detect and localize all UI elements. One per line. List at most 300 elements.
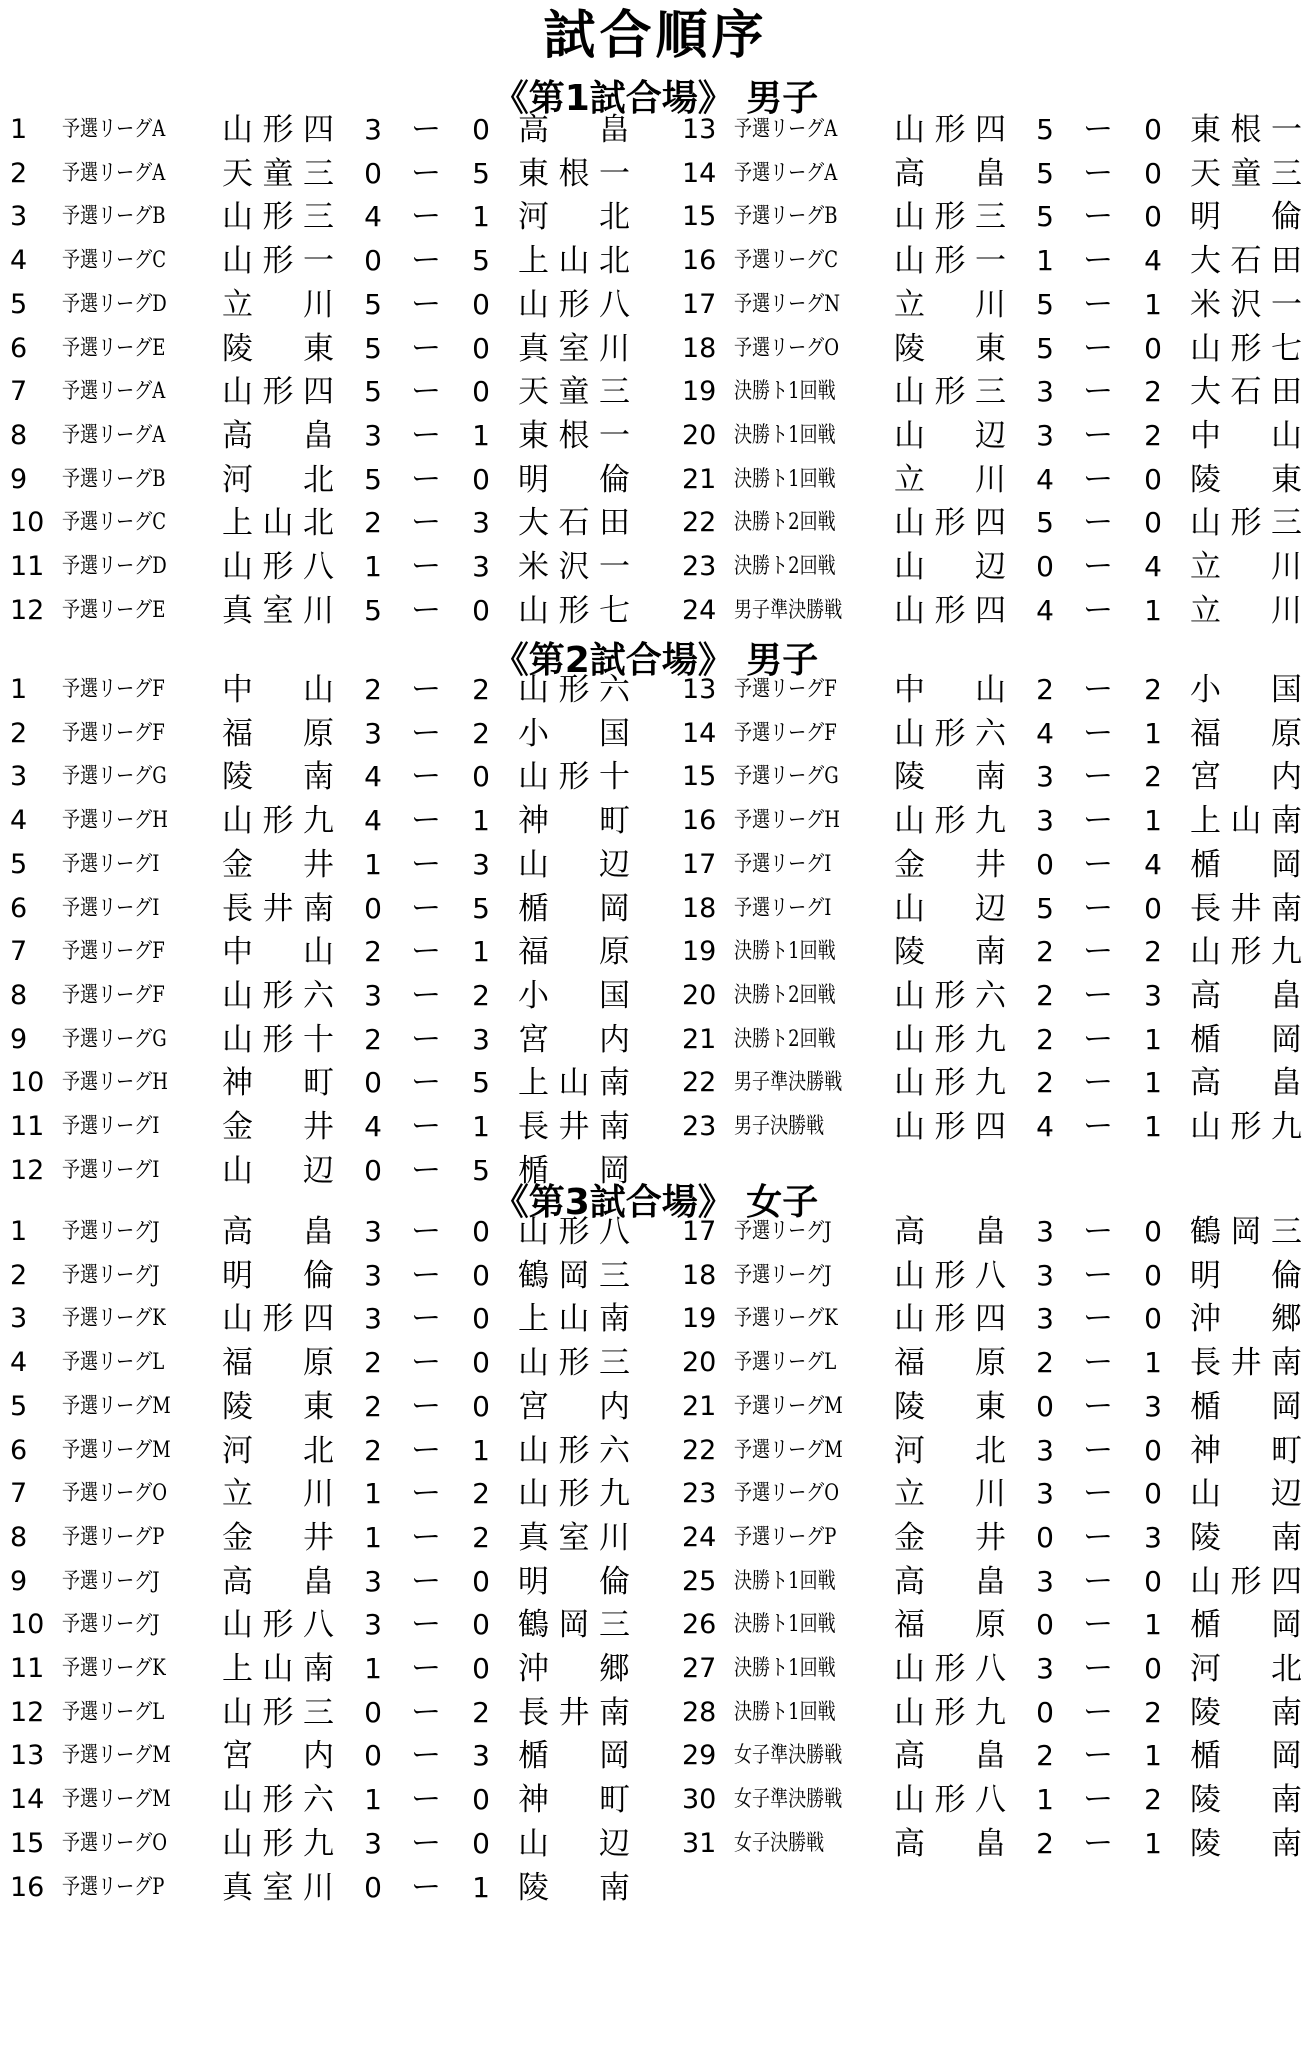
round-label: 決勝ト1回戦	[734, 466, 836, 492]
match-row	[10, 1254, 650, 1298]
round-label: 決勝ト1回戦	[734, 422, 836, 448]
round-label: 予選リーグP	[62, 1524, 165, 1550]
match-row	[10, 1341, 650, 1385]
team1-score: 2	[364, 935, 382, 969]
match-number: 23	[682, 551, 717, 582]
match-number: 9	[10, 1565, 28, 1597]
team2-name: 鶴岡三	[1190, 1214, 1302, 1250]
score-separator: ー	[411, 199, 441, 235]
team2-name: 神 町	[518, 803, 630, 840]
round-label: 予選リーグL	[62, 1699, 165, 1725]
match-number: 13	[682, 114, 717, 145]
round-label: 予選リーグI	[62, 851, 160, 877]
match-row	[682, 887, 1311, 931]
team2-score: 2	[472, 1477, 490, 1511]
team1-score: 0	[1036, 1520, 1054, 1554]
team1-score: 1	[364, 847, 382, 881]
match-row	[10, 1822, 650, 1866]
team2-name: 上山南	[1190, 803, 1302, 840]
match-number: 21	[682, 463, 717, 495]
team1-name: 山形六	[894, 715, 1006, 752]
team1-score: 5	[364, 462, 382, 496]
team1-name: 陵 南	[222, 759, 334, 796]
team1-score: 5	[1036, 331, 1054, 365]
round-label: 決勝ト1回戦	[734, 1699, 836, 1725]
team2-name: 河 北	[518, 199, 630, 236]
match-number: 2	[10, 157, 28, 189]
round-label: 予選リーグJ	[62, 1219, 160, 1244]
round-label: 予選リーグM	[62, 1437, 171, 1463]
score-separator: ー	[411, 759, 441, 795]
section-heading: 《第3試合場》 女子	[492, 1182, 819, 1223]
team2-score: 2	[472, 978, 490, 1012]
match-row	[10, 755, 650, 799]
match-number: 25	[682, 1565, 717, 1597]
team1-score: 3	[1036, 1302, 1054, 1336]
round-label: 予選リーグK	[62, 1306, 166, 1332]
match-number: 24	[682, 1521, 717, 1553]
team2-score: 1	[1144, 1826, 1162, 1860]
team2-score: 1	[1144, 1110, 1162, 1143]
score-separator: ー	[1083, 672, 1113, 707]
team2-name: 山形十	[518, 759, 630, 796]
team2-name: 上山北	[518, 243, 630, 280]
team2-score: 0	[472, 1652, 490, 1685]
team1-score: 0	[364, 1153, 382, 1187]
team1-score: 0	[364, 1739, 382, 1773]
score-separator: ー	[411, 977, 441, 1013]
team1-name: 山形四	[222, 112, 334, 148]
team2-score: 1	[1144, 1022, 1162, 1056]
team1-name: 金 井	[222, 846, 334, 883]
team1-name: 宮 内	[222, 1738, 334, 1775]
score-separator: ー	[1083, 1214, 1113, 1249]
score-separator: ー	[1083, 374, 1113, 410]
team2-score: 0	[1144, 891, 1162, 925]
match-row	[10, 974, 650, 1018]
round-label: 女子準決勝戦	[734, 1787, 843, 1813]
team1-name: 山形八	[222, 1607, 334, 1644]
team1-name: 山形三	[894, 374, 1006, 411]
match-number: 19	[682, 376, 717, 408]
team1-score: 2	[1036, 673, 1054, 706]
team2-score: 2	[472, 1520, 490, 1554]
score-separator: ー	[411, 461, 441, 497]
round-label: 女子準決勝戦	[734, 1743, 843, 1769]
team1-name: 高 畠	[222, 1214, 334, 1250]
team1-name: 陵 東	[222, 330, 334, 367]
score-separator: ー	[411, 1214, 441, 1249]
round-label: 予選リーグI	[62, 895, 160, 921]
team2-name: 鶴岡三	[518, 1257, 630, 1294]
team2-score: 1	[1144, 1346, 1162, 1380]
section-heading: 《第1試合場》 男子	[492, 78, 819, 119]
match-row	[10, 1691, 650, 1735]
team2-name: 沖 郷	[1190, 1301, 1302, 1338]
round-label: 予選リーグM	[62, 1393, 171, 1419]
match-row	[682, 239, 1311, 283]
team2-score: 0	[1144, 506, 1162, 540]
team2-name: 福 原	[518, 934, 630, 971]
team2-name: 楯 岡	[518, 890, 630, 927]
team1-score: 4	[364, 200, 382, 234]
team1-name: 上山南	[222, 1651, 334, 1687]
score-separator: ー	[1083, 1476, 1113, 1512]
match-number: 3	[10, 1303, 28, 1335]
match-number: 7	[10, 1478, 28, 1510]
team1-name: 高 畠	[222, 1563, 334, 1600]
team1-name: 山形九	[894, 1065, 1006, 1102]
team1-score: 3	[1036, 418, 1054, 452]
team2-score: 0	[472, 760, 490, 794]
score-separator: ー	[411, 1825, 441, 1861]
team2-name: 山形三	[518, 1345, 630, 1382]
score-separator: ー	[1083, 199, 1113, 235]
team1-name: 高 畠	[894, 1825, 1006, 1862]
match-row	[10, 239, 650, 283]
team2-name: 山形九	[1190, 934, 1302, 971]
team1-score: 0	[364, 1066, 382, 1100]
team1-name: 立 川	[222, 286, 334, 323]
team1-score: 0	[1036, 1389, 1054, 1423]
round-label: 男子準決勝戦	[734, 597, 843, 623]
team1-score: 3	[1036, 1433, 1054, 1467]
team1-score: 2	[364, 673, 382, 706]
match-number: 23	[682, 1111, 717, 1142]
score-separator: ー	[411, 934, 441, 970]
score-separator: ー	[1083, 890, 1113, 926]
team1-score: 0	[364, 891, 382, 925]
score-separator: ー	[1083, 461, 1113, 497]
team1-name: 陵 南	[894, 934, 1006, 971]
round-label: 予選リーグG	[62, 764, 167, 790]
score-separator: ー	[411, 592, 441, 628]
round-label: 予選リーグH	[62, 1070, 168, 1096]
team1-score: 0	[364, 156, 382, 190]
team1-name: 山形四	[894, 1301, 1006, 1338]
team1-score: 5	[364, 375, 382, 409]
score-separator: ー	[1083, 977, 1113, 1013]
match-number: 10	[10, 507, 45, 539]
score-separator: ー	[411, 505, 441, 541]
score-separator: ー	[411, 1651, 441, 1686]
team1-score: 5	[1036, 200, 1054, 234]
match-number: 8	[10, 979, 28, 1011]
team2-score: 0	[472, 1389, 490, 1423]
match-row	[10, 1734, 650, 1778]
team1-score: 1	[1036, 244, 1054, 278]
team2-score: 0	[1144, 156, 1162, 190]
team2-name: 東根一	[518, 417, 630, 454]
team2-score: 0	[1144, 200, 1162, 234]
match-row	[682, 668, 1311, 712]
match-row	[682, 1778, 1311, 1822]
team1-score: 3	[1036, 375, 1054, 409]
score-separator: ー	[411, 1738, 441, 1774]
team2-score: 0	[472, 593, 490, 627]
team1-score: 2	[1036, 978, 1054, 1012]
team2-name: 楯 岡	[1190, 846, 1302, 883]
match-row	[682, 108, 1311, 152]
team1-name: 山形九	[222, 1825, 334, 1862]
team1-name: 陵 東	[894, 1388, 1006, 1425]
score-separator: ー	[1083, 759, 1113, 795]
match-row	[10, 887, 650, 931]
match-number: 15	[10, 1827, 45, 1859]
team1-name: 立 川	[894, 461, 1006, 498]
match-row	[682, 1105, 1311, 1149]
round-label: 予選リーグO	[734, 1481, 839, 1507]
round-label: 女子決勝戦	[734, 1830, 825, 1856]
team2-score: 5	[472, 244, 490, 278]
team2-name: 小 国	[1190, 672, 1302, 708]
match-row	[682, 799, 1311, 843]
score-separator: ー	[411, 803, 441, 839]
team2-score: 1	[1144, 1608, 1162, 1642]
score-separator: ー	[1083, 592, 1113, 628]
team2-score: 1	[1144, 804, 1162, 838]
round-label: 予選リーグI	[734, 851, 832, 877]
round-label: 予選リーグA	[734, 117, 838, 142]
match-row	[682, 1341, 1311, 1385]
match-number: 14	[682, 157, 717, 189]
round-label: 予選リーグA	[62, 117, 166, 142]
match-row	[10, 1560, 650, 1604]
team2-score: 0	[472, 1215, 490, 1248]
match-number: 31	[682, 1827, 717, 1859]
score-separator: ー	[1083, 1694, 1113, 1730]
score-separator: ー	[411, 672, 441, 707]
team1-score: 3	[364, 1564, 382, 1598]
team2-name: 真室川	[518, 330, 630, 367]
team1-score: 0	[1036, 550, 1054, 583]
score-separator: ー	[411, 1519, 441, 1555]
team2-score: 0	[472, 462, 490, 496]
match-row	[10, 712, 650, 756]
team1-name: 山形一	[222, 243, 334, 280]
team1-name: 陵 東	[222, 1388, 334, 1425]
team2-name: 陵 南	[1190, 1782, 1302, 1819]
team1-score: 1	[364, 1652, 382, 1685]
match-number: 10	[10, 1067, 45, 1099]
team2-name: 明 倫	[518, 1563, 630, 1600]
match-number: 22	[682, 507, 717, 539]
team2-name: 山形九	[1190, 1109, 1302, 1145]
round-label: 予選リーグJ	[62, 1568, 160, 1594]
match-row	[682, 1734, 1311, 1778]
score-separator: ー	[1083, 1021, 1113, 1057]
team1-score: 4	[1036, 716, 1054, 750]
team2-name: 陵 南	[518, 1869, 630, 1906]
score-separator: ー	[411, 1301, 441, 1337]
score-separator: ー	[1083, 1519, 1113, 1555]
team2-score: 0	[1144, 1302, 1162, 1336]
match-number: 1	[10, 114, 28, 145]
team1-score: 3	[364, 978, 382, 1012]
round-label: 決勝ト1回戦	[734, 939, 836, 965]
round-label: 予選リーグF	[62, 982, 165, 1008]
team1-score: 5	[364, 331, 382, 365]
team2-score: 2	[472, 673, 490, 706]
team2-score: 2	[1144, 418, 1162, 452]
score-separator: ー	[1083, 417, 1113, 453]
section-heading: 《第2試合場》 男子	[492, 640, 819, 681]
team2-name: 上山南	[518, 1065, 630, 1102]
team2-name: 山 辺	[1190, 1476, 1302, 1513]
team1-score: 2	[1036, 1346, 1054, 1380]
page-title: 試合順序	[543, 5, 768, 66]
match-number: 2	[10, 1259, 28, 1291]
round-label: 予選リーグB	[62, 466, 166, 492]
team2-score: 0	[472, 1346, 490, 1380]
team2-score: 0	[1144, 1433, 1162, 1467]
team1-name: 高 畠	[894, 155, 1006, 192]
match-number: 27	[682, 1653, 717, 1684]
score-separator: ー	[1083, 846, 1113, 882]
match-number: 28	[682, 1696, 717, 1728]
team2-score: 1	[1144, 716, 1162, 750]
round-label: 予選リーグF	[734, 677, 837, 702]
team1-name: 山形四	[222, 374, 334, 411]
match-number: 15	[682, 201, 717, 233]
round-label: 予選リーグL	[734, 1350, 837, 1376]
score-separator: ー	[1083, 1651, 1113, 1686]
team1-name: 山形三	[894, 199, 1006, 236]
team1-name: 高 畠	[222, 417, 334, 454]
round-label: 予選リーグM	[734, 1393, 843, 1419]
round-label: 予選リーグE	[62, 597, 166, 623]
team1-name: 山形九	[894, 1694, 1006, 1731]
score-separator: ー	[1083, 1345, 1113, 1381]
match-row	[682, 327, 1311, 371]
match-number: 29	[682, 1740, 717, 1772]
round-label: 男子決勝戦	[734, 1114, 825, 1139]
team2-name: 沖 郷	[518, 1651, 630, 1687]
team1-name: 金 井	[222, 1519, 334, 1556]
team2-score: 0	[472, 1564, 490, 1598]
team1-score: 0	[1036, 1695, 1054, 1729]
score-separator: ー	[411, 1782, 441, 1818]
match-row	[682, 974, 1311, 1018]
team1-name: 山形四	[894, 592, 1006, 629]
team2-score: 2	[1144, 1783, 1162, 1817]
round-label: 決勝ト1回戦	[734, 1656, 836, 1681]
match-number: 4	[10, 1347, 28, 1379]
team2-score: 1	[472, 1110, 490, 1143]
match-row	[10, 1385, 650, 1429]
round-label: 予選リーグP	[734, 1524, 837, 1550]
team2-score: 2	[1144, 1695, 1162, 1729]
score-separator: ー	[411, 890, 441, 926]
match-row	[682, 1297, 1311, 1341]
team1-score: 3	[364, 113, 382, 146]
score-separator: ー	[411, 1021, 441, 1057]
round-label: 決勝ト2回戦	[734, 1026, 836, 1052]
match-row	[682, 1472, 1311, 1516]
team1-name: 金 井	[894, 1519, 1006, 1556]
match-number: 7	[10, 376, 28, 408]
score-separator: ー	[411, 374, 441, 410]
team1-score: 1	[1036, 1783, 1054, 1817]
team1-name: 山 辺	[894, 417, 1006, 454]
match-row	[682, 370, 1311, 414]
match-number: 3	[10, 761, 28, 793]
team1-score: 2	[1036, 1022, 1054, 1056]
match-number: 18	[682, 1259, 717, 1291]
team2-score: 5	[472, 1066, 490, 1100]
round-label: 予選リーグO	[62, 1481, 167, 1507]
match-number: 20	[682, 419, 717, 451]
match-row	[10, 668, 650, 712]
match-number: 11	[10, 1653, 45, 1684]
round-label: 予選リーグA	[62, 160, 166, 186]
team1-name: 河 北	[222, 1432, 334, 1469]
team1-score: 2	[364, 506, 382, 540]
team1-score: 5	[1036, 113, 1054, 146]
team1-name: 高 畠	[894, 1738, 1006, 1775]
team1-score: 5	[364, 287, 382, 321]
team1-score: 0	[364, 1870, 382, 1904]
match-number: 8	[10, 1521, 28, 1553]
match-number: 1	[10, 1216, 28, 1247]
round-label: 予選リーグB	[62, 204, 166, 230]
team2-name: 立 川	[1190, 549, 1302, 585]
team2-name: 山形七	[1190, 330, 1302, 367]
round-label: 予選リーグJ	[62, 1262, 160, 1288]
match-row	[682, 283, 1311, 327]
match-number: 5	[10, 848, 28, 880]
round-label: 予選リーグC	[62, 248, 167, 274]
match-number: 11	[10, 1111, 45, 1142]
round-label: 予選リーグE	[62, 335, 166, 361]
team1-score: 0	[364, 244, 382, 278]
score-separator: ー	[1083, 1432, 1113, 1468]
round-label: 予選リーグH	[734, 808, 840, 834]
team2-score: 1	[1144, 1066, 1162, 1100]
team1-score: 1	[364, 1783, 382, 1817]
team1-score: 0	[1036, 847, 1054, 881]
match-number: 17	[682, 848, 717, 880]
round-label: 予選リーグM	[62, 1743, 171, 1769]
score-separator: ー	[411, 1607, 441, 1643]
match-row	[682, 195, 1311, 239]
score-separator: ー	[1083, 1738, 1113, 1774]
team2-name: 小 国	[518, 977, 630, 1014]
match-row	[682, 1691, 1311, 1735]
match-number: 22	[682, 1434, 717, 1466]
match-number: 19	[682, 936, 717, 968]
match-row	[10, 501, 650, 545]
score-separator: ー	[1083, 1301, 1113, 1337]
match-row	[682, 1647, 1311, 1691]
team1-name: 山形四	[894, 505, 1006, 542]
team1-score: 3	[1036, 760, 1054, 794]
team2-name: 山形三	[1190, 505, 1302, 542]
match-row	[682, 712, 1311, 756]
team1-score: 2	[1036, 1739, 1054, 1773]
team1-score: 2	[364, 1433, 382, 1467]
team1-name: 山形四	[222, 1301, 334, 1338]
team1-score: 5	[1036, 287, 1054, 321]
score-separator: ー	[411, 1109, 441, 1144]
round-label: 予選リーグA	[62, 379, 166, 405]
round-label: 予選リーグG	[62, 1026, 167, 1052]
match-number: 17	[682, 1216, 717, 1247]
score-separator: ー	[1083, 715, 1113, 751]
match-row	[682, 1560, 1311, 1604]
match-row	[682, 1603, 1311, 1647]
team2-score: 5	[472, 891, 490, 925]
